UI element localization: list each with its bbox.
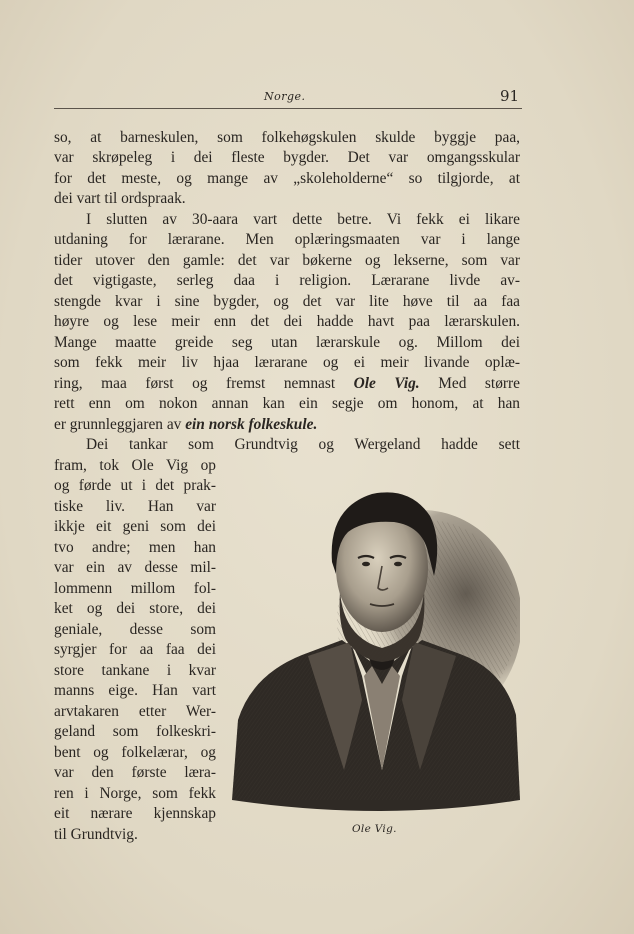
portrait-engraving — [232, 470, 520, 822]
text-line: for det meste, og mange av „skoleholderne“ so tilgjorde, at — [54, 170, 520, 187]
header-rule — [54, 108, 522, 109]
text-line: var skrøpeleg i dei fleste bygder. Det var omgangsskular — [54, 149, 520, 166]
text-line: arvtakaren etter Wer- — [54, 703, 216, 720]
text-line: Mange maatte greide seg utan lærarskule og. Millom dei — [54, 334, 520, 351]
text-line: rett enn om nokon annan kan ein segje om honom, at han — [54, 395, 520, 412]
text-line: fram, tok Ole Vig op — [54, 457, 216, 474]
text-line: var ein av desse mil- — [54, 559, 216, 576]
name-emphasis: Ole Vig. — [353, 375, 420, 392]
text-fragment: Med større — [438, 375, 520, 392]
text-line — [54, 374, 520, 394]
text-line: geland som folkeskri- — [54, 723, 216, 740]
text-line: manns eige. Han vart — [54, 682, 216, 699]
text-line: høyre og lese meir enn det dei hadde havt paa lærarskulen. — [54, 313, 520, 330]
text-line: til Grundtvig. — [54, 826, 138, 843]
text-line — [54, 415, 520, 435]
text-line: stengde kvar i sine bygder, og det var lite høve til aa faa — [54, 293, 520, 310]
figure-caption: Ole Vig. — [352, 823, 397, 835]
title-emphasis: ein norsk folkeskule. — [185, 416, 318, 433]
page-number: 91 — [500, 87, 520, 105]
text-line: tider utover den gamle: det var bøkerne og lekserne, som var — [54, 252, 520, 269]
running-header: Norge. — [264, 90, 306, 103]
text-line: som fekk meir liv hjaa lærarane og ei meir livande oplæ- — [54, 354, 520, 371]
text-line: geniale, desse som — [54, 621, 216, 638]
text-line: bent og folkelærar, og — [54, 744, 216, 761]
text-line: eit nærare kjennskap — [54, 805, 216, 822]
text-line: Dei tankar som Grundtvig og Wergeland hadde sett — [86, 436, 520, 453]
text-line: utdaning for lærarane. Men oplæringsmaaten var i lange — [54, 231, 520, 248]
text-fragment: er grunnleggjaren av — [54, 416, 182, 433]
text-line: ren i Norge, som fekk — [54, 785, 216, 802]
text-line: var den første læra- — [54, 764, 216, 781]
text-line: det vigtigaste, serleg daa i religion. Lærarane livde av- — [54, 272, 520, 289]
text-fragment: ring, maa først og fremst nemnast — [54, 375, 336, 392]
text-line: og førde ut i det prak- — [54, 477, 216, 494]
text-line: ket og dei store, dei — [54, 600, 216, 617]
text-line: tiske liv. Han var — [54, 498, 216, 515]
text-line: so, at barneskulen, som folkehøgskulen skulde byggje paa, — [54, 129, 520, 146]
text-line: lommenn millom fol- — [54, 580, 216, 597]
text-line: ikkje eit geni som dei — [54, 518, 216, 535]
text-line: dei vart til ordspraak. — [54, 190, 186, 207]
text-line: tvo andre; men han — [54, 539, 216, 556]
text-line: I slutten av 30-aara vart dette betre. Vi fekk ei likare — [86, 211, 520, 228]
text-line: store tankane i kvar — [54, 662, 216, 679]
text-line: syrgjer for aa faa dei — [54, 641, 216, 658]
